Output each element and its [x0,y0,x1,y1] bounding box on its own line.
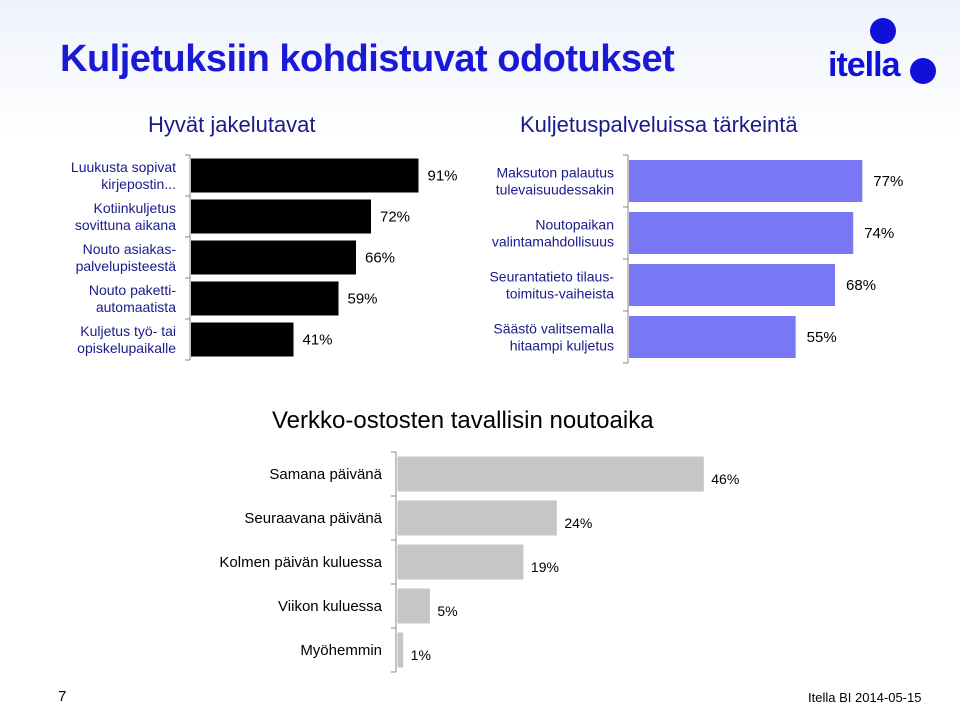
data-label: 68% [846,277,877,294]
category-label: Nouto paketti-automaatista [88,282,176,315]
chart2-title: Kuljetuspalveluissa tärkeintä [520,112,798,137]
category-label: Maksuton palautus tulevaisuudessakin [495,164,614,198]
data-label: 77% [873,173,904,190]
bar [191,241,356,275]
data-label: 74% [864,225,895,242]
data-label: 59% [347,290,378,308]
bar [191,323,294,357]
chart1-title: Hyvät jakelutavat [148,112,316,137]
data-label: 1% [410,647,431,663]
logo-text: itella [828,46,900,84]
slide-title: Kuljetuksiin kohdistuvat odotukset [60,38,675,80]
chart-good-delivery-methods [0,150,470,370]
category-label: Kotiinkuljetus sovittuna aikana [74,200,176,233]
data-label: 24% [564,515,593,531]
logo-dot-icon [910,58,936,84]
category-label: Seurantatieto tilaus-toimitus-vaiheista [489,268,614,302]
category-label: Viikon kuluessa [278,598,382,615]
chart-typical-pickup-time [0,450,960,675]
data-label: 91% [427,167,458,185]
footer-text: Itella BI 2014-05-15 [808,690,922,705]
data-label: 19% [530,559,559,575]
data-label: 66% [365,249,396,267]
bar [191,200,371,234]
data-label: 5% [437,603,458,619]
bar [397,544,524,580]
bar [191,159,419,193]
category-label: Myöhemmin [300,642,382,659]
category-label: Kuljetus työ- tai opiskelupaikalle [77,323,176,356]
bar [629,264,835,306]
bar [397,456,704,492]
bar [191,282,339,316]
data-label: 55% [806,329,837,346]
bar [397,500,557,536]
category-label: Seuraavana päivänä [244,510,382,527]
itella-logo [828,18,940,90]
chart3-title: Verkko-ostosten tavallisin noutoaika [272,407,654,434]
bar [629,316,796,358]
data-label: 72% [380,208,411,226]
logo-dot-icon [870,18,896,44]
category-label: Nouto asiakas-palvelupisteestä [75,241,176,274]
category-label: Noutopaikan valintamahdollisuus [491,216,614,250]
chart-delivery-service-priorities [460,150,930,370]
category-label: Samana päivänä [269,466,382,483]
bar [397,588,430,624]
bar [629,160,862,202]
data-label: 41% [302,331,333,349]
bar [397,632,404,668]
category-label: Luukusta sopivat kirjepostin... [70,159,176,192]
data-label: 46% [711,471,740,487]
bar [629,212,853,254]
category-label: Säästö valitsemalla hitaampi kuljetus [493,320,614,354]
page-number: 7 [58,688,67,705]
category-label: Kolmen päivän kuluessa [219,554,382,571]
